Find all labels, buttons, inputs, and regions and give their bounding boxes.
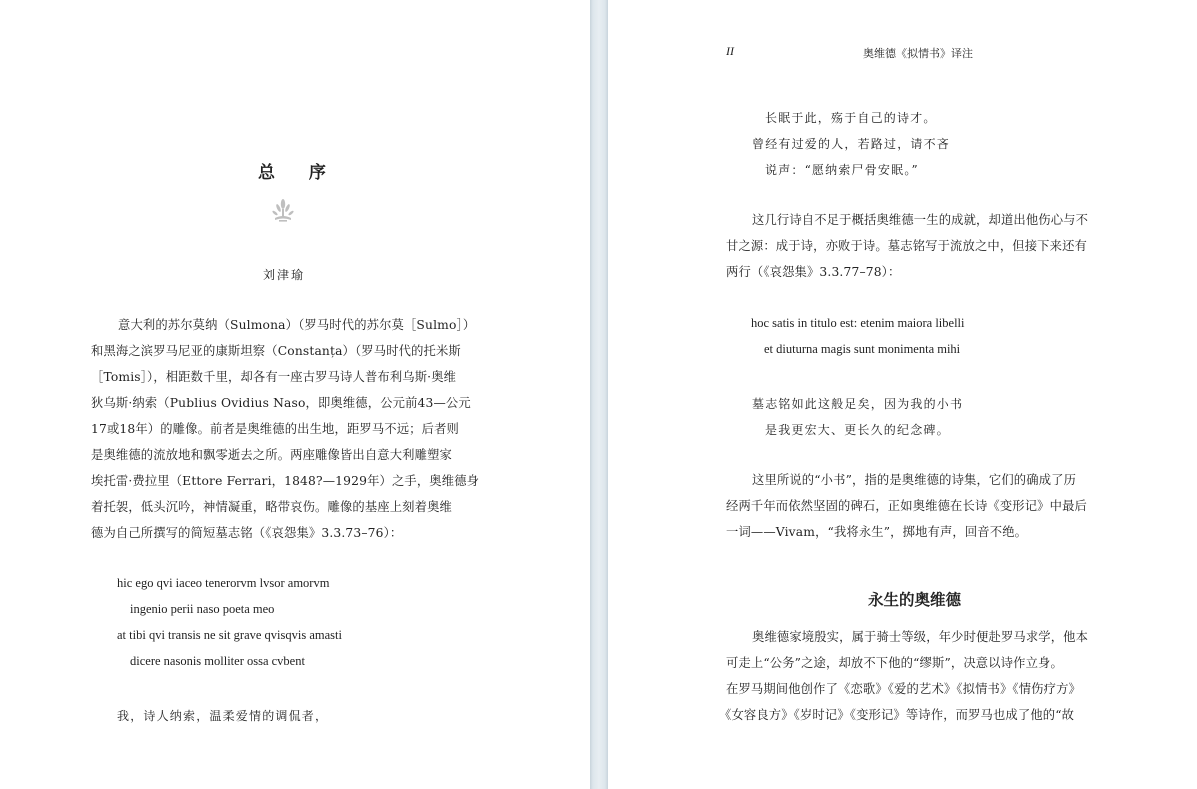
paragraph-line: 狄乌斯·纳索（Publius Ovidius Naso，即奥维德，公元前43—公元 bbox=[91, 396, 471, 410]
paragraph-line: 两行（《哀怨集》3.3.77–78）： bbox=[726, 265, 901, 279]
paragraph-line: 着托袈，低头沉吟，神情凝重，略带哀伤。雕像的基座上刻着奥维 bbox=[91, 500, 452, 514]
paragraph-line: 这里所说的“小书”，指的是奥维德的诗集，它们的确成了历 bbox=[752, 473, 1077, 487]
running-head-title: 奥维德《拟情书》译注 bbox=[863, 47, 973, 60]
paragraph-line: 埃托雷·费拉里（Ettore Ferrari，1848?—1929年）之手，奥维德身 bbox=[91, 474, 480, 488]
paragraph-line: 和黑海之滨罗马尼亚的康斯坦察（Constanța）（罗马时代的托米斯 bbox=[91, 344, 461, 358]
chinese-verse-line: 长眠于此，殇于自己的诗才。 bbox=[765, 111, 937, 125]
latin-epitaph-line: at tibi qvi transis ne sit grave qvisqvis amasti bbox=[117, 628, 342, 642]
latin-epitaph-line: dicere nasonis molliter ossa cvbent bbox=[130, 654, 305, 668]
section-heading: 永生的奥维德 bbox=[868, 590, 962, 609]
author-name: 刘津瑜 bbox=[263, 268, 306, 282]
paragraph-line: 一词——Vivam，“我将永生”，掷地有声，回音不绝。 bbox=[726, 525, 1028, 539]
fleuron-ornament-icon bbox=[272, 198, 294, 224]
chinese-verse-line: 说声：“愿纳索尸骨安眠。” bbox=[765, 163, 919, 177]
chinese-verse-line: 我，诗人纳索，温柔爱情的调侃者， bbox=[117, 709, 329, 723]
latin-line: et diuturna magis sunt monimenta mihi bbox=[764, 342, 961, 356]
paragraph-line: 可走上“公务”之途，却放不下他的“缪斯”，决意以诗作立身。 bbox=[726, 656, 1063, 670]
running-head-page-number: II bbox=[726, 44, 734, 58]
paragraph-line: 德为自己所撰写的简短墓志铭（《哀怨集》3.3.73–76）： bbox=[91, 526, 403, 540]
paragraph-line: 是奥维德的流放地和飘零逝去之所。两座雕像皆出自意大利雕塑家 bbox=[91, 448, 452, 462]
paragraph-line: 意大利的苏尔莫纳（Sulmona）（罗马时代的苏尔莫［Sulmo］） bbox=[118, 318, 476, 332]
paragraph-line: 17或18年）的雕像。前者是奥维德的出生地，距罗马不远；后者则 bbox=[91, 422, 459, 436]
page-gutter bbox=[590, 0, 608, 789]
paragraph-line: 甘之源：成于诗，亦败于诗。墓志铭写于流放之中，但接下来还有 bbox=[726, 239, 1087, 253]
paragraph-line: 在罗马期间他创作了《恋歌》《爱的艺术》《拟情书》《情伤疗方》 bbox=[726, 682, 1081, 696]
left-page bbox=[0, 0, 590, 789]
latin-line: hoc satis in titulo est: etenim maiora libelli bbox=[751, 316, 965, 330]
chinese-verse-line: 曾经有过爱的人，若路过，请不吝 bbox=[752, 137, 951, 151]
paragraph-line: 经两千年而依然坚固的碑石，正如奥维德在长诗《变形记》中最后 bbox=[726, 499, 1087, 513]
paragraph-line: 奥维德家境殷实，属于骑士等级，年少时便赴罗马求学，他本 bbox=[752, 630, 1089, 644]
paragraph-line: ［Tomis］），相距数千里，却各有一座古罗马诗人普布利乌斯·奥维 bbox=[91, 370, 457, 384]
page-title: 总 序 bbox=[258, 163, 340, 183]
paragraph-line: 这几行诗自不足于概括奥维德一生的成就，却道出他伤心与不 bbox=[752, 213, 1089, 227]
chinese-verse-line: 墓志铭如此这般足矣，因为我的小书 bbox=[752, 397, 964, 411]
latin-epitaph-line: hic ego qvi iaceo tenerorvm lvsor amorvm bbox=[117, 576, 330, 590]
paragraph-line: 《女容良方》《岁时记》《变形记》等诗作，而罗马也成了他的“故 bbox=[719, 708, 1075, 722]
right-page bbox=[608, 0, 1197, 789]
latin-epitaph-line: ingenio perii naso poeta meo bbox=[130, 602, 275, 616]
chinese-verse-line: 是我更宏大、更长久的纪念碑。 bbox=[765, 423, 950, 437]
